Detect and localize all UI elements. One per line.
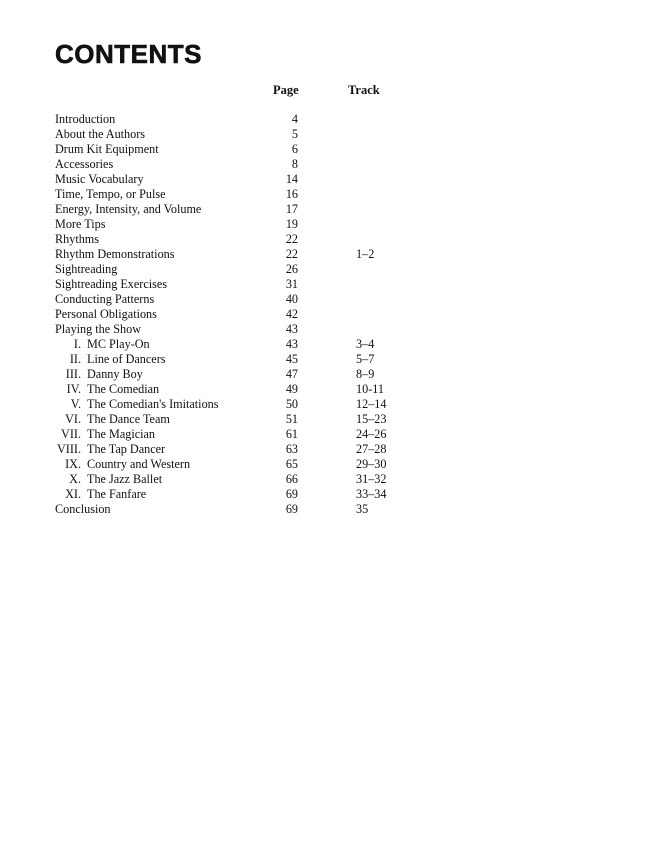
toc-entry xyxy=(0,292,648,307)
page-title: CONTENTS xyxy=(55,39,202,69)
entry-title: About the Authors xyxy=(55,127,146,141)
entry-page: 26 xyxy=(285,262,298,276)
toc-entry xyxy=(0,187,648,202)
toc-subentry xyxy=(0,457,648,472)
entry-page: 31 xyxy=(285,277,298,291)
toc-entry xyxy=(0,277,648,292)
entry-track: 5–7 xyxy=(356,352,375,366)
entry-page: 66 xyxy=(285,472,298,486)
entry-title: The Fanfare xyxy=(87,487,147,501)
entry-track: 24–26 xyxy=(356,427,387,441)
entry-page: 61 xyxy=(285,427,298,441)
entry-title: Personal Obligations xyxy=(55,307,157,321)
entry-track: 27–28 xyxy=(356,442,387,456)
entry-title: Sightreading Exercises xyxy=(55,277,168,291)
toc-entry xyxy=(0,172,648,187)
entry-page: 50 xyxy=(285,397,298,411)
entry-track: 12–14 xyxy=(356,397,387,411)
toc-entry xyxy=(0,247,648,262)
entry-page: 6 xyxy=(291,142,298,156)
entry-title: Energy, Intensity, and Volume xyxy=(55,202,202,216)
toc-entry xyxy=(0,322,648,337)
entry-page: 17 xyxy=(285,202,298,216)
toc-subentry xyxy=(0,412,648,427)
toc-entry xyxy=(0,202,648,217)
toc-entry xyxy=(0,502,648,517)
toc-subentry xyxy=(0,397,648,412)
entry-page: 16 xyxy=(285,187,298,201)
page-column-header: Page xyxy=(273,83,299,97)
entry-title: Drum Kit Equipment xyxy=(55,142,159,156)
entry-title: MC Play-On xyxy=(87,337,150,351)
entry-title: The Tap Dancer xyxy=(87,442,166,456)
entry-title: Time, Tempo, or Pulse xyxy=(55,187,166,201)
entry-page: 8 xyxy=(291,157,298,171)
entry-title: The Jazz Ballet xyxy=(87,472,163,486)
entry-page: 42 xyxy=(285,307,298,321)
track-column-header: Track xyxy=(348,83,380,97)
entry-page: 40 xyxy=(285,292,298,306)
toc-entry xyxy=(0,262,648,277)
toc-entry xyxy=(0,157,648,172)
entry-track: 15–23 xyxy=(356,412,387,426)
entry-title: Accessories xyxy=(55,157,114,171)
entry-page: 69 xyxy=(285,487,298,501)
entry-numeral: V. xyxy=(70,397,81,411)
toc-entry xyxy=(0,127,648,142)
entry-page: 51 xyxy=(285,412,298,426)
entry-title: Conclusion xyxy=(55,502,111,516)
entry-page: 5 xyxy=(291,127,298,141)
entry-page: 43 xyxy=(285,337,298,351)
entry-title: The Comedian's Imitations xyxy=(87,397,219,411)
entry-page: 47 xyxy=(285,367,298,381)
toc-entry xyxy=(0,217,648,232)
entry-page: 65 xyxy=(285,457,298,471)
toc-subentry xyxy=(0,427,648,442)
entry-title: The Comedian xyxy=(87,382,160,396)
entry-numeral: X. xyxy=(69,472,81,486)
entry-numeral: I. xyxy=(73,337,81,351)
toc-entry xyxy=(0,142,648,157)
entry-title: Danny Boy xyxy=(87,367,143,381)
toc-entry xyxy=(0,232,648,247)
entry-title: Playing the Show xyxy=(55,322,141,336)
entry-page: 22 xyxy=(285,247,298,261)
entry-page: 19 xyxy=(285,217,298,231)
entry-track: 10-11 xyxy=(356,382,384,396)
entry-track: 33–34 xyxy=(356,487,387,501)
entry-numeral: XI. xyxy=(65,487,81,501)
entry-page: 22 xyxy=(285,232,298,246)
entry-page: 43 xyxy=(285,322,298,336)
toc-subentry xyxy=(0,337,648,352)
entry-title: The Dance Team xyxy=(87,412,170,426)
entry-numeral: IV. xyxy=(66,382,81,396)
entry-numeral: IX. xyxy=(65,457,81,471)
entry-numeral: II. xyxy=(69,352,81,366)
entry-title: The Magician xyxy=(87,427,156,441)
entry-track: 3–4 xyxy=(356,337,375,351)
entry-title: Sightreading xyxy=(55,262,118,276)
entry-numeral: VIII. xyxy=(56,442,81,456)
entry-page: 63 xyxy=(285,442,298,456)
entry-page: 4 xyxy=(291,112,298,126)
entry-title: Rhythms xyxy=(55,232,100,246)
toc-subentry xyxy=(0,352,648,367)
entry-track: 8–9 xyxy=(356,367,375,381)
entry-page: 49 xyxy=(285,382,298,396)
entry-track: 29–30 xyxy=(356,457,387,471)
entry-page: 14 xyxy=(285,172,298,186)
entry-numeral: VI. xyxy=(65,412,81,426)
entry-track: 31–32 xyxy=(356,472,387,486)
entry-title: Introduction xyxy=(55,112,116,126)
toc-subentry xyxy=(0,472,648,487)
entry-track: 1–2 xyxy=(356,247,375,261)
toc-subentry xyxy=(0,382,648,397)
toc-subentry xyxy=(0,367,648,382)
toc-subentry xyxy=(0,442,648,457)
entry-numeral: III. xyxy=(65,367,81,381)
entry-track: 35 xyxy=(356,502,369,516)
toc-entry xyxy=(0,307,648,322)
entry-title: Conducting Patterns xyxy=(55,292,155,306)
table-of-contents xyxy=(0,112,648,517)
entry-page: 69 xyxy=(285,502,298,516)
entry-title: More Tips xyxy=(55,217,106,231)
entry-page: 45 xyxy=(285,352,298,366)
entry-numeral: VII. xyxy=(61,427,81,441)
entry-title: Line of Dancers xyxy=(87,352,166,366)
toc-entry xyxy=(0,112,648,127)
toc-subentry xyxy=(0,487,648,502)
entry-title: Country and Western xyxy=(87,457,191,471)
entry-title: Music Vocabulary xyxy=(55,172,144,186)
entry-title: Rhythm Demonstrations xyxy=(55,247,175,261)
